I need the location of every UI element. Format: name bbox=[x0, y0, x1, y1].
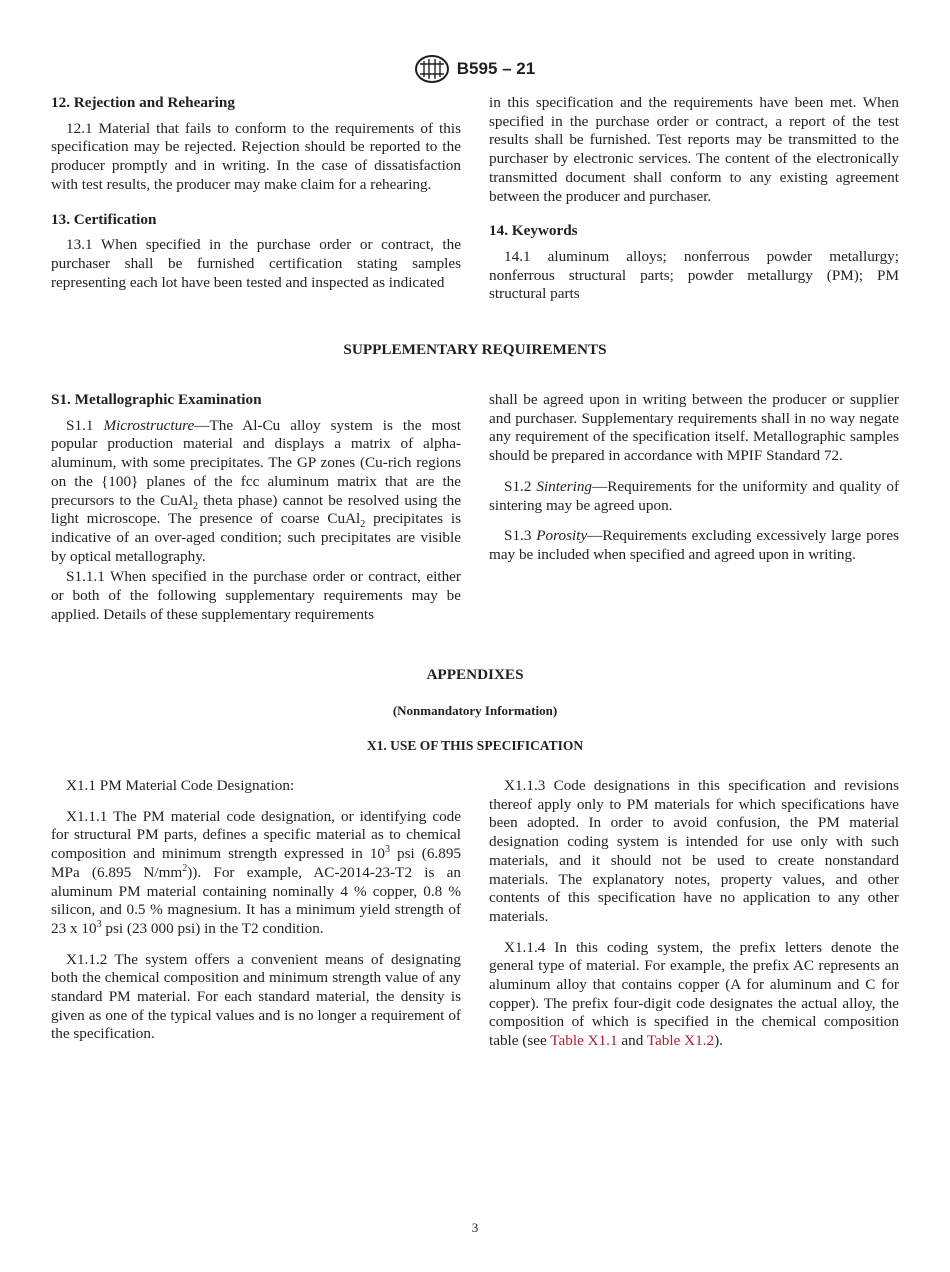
document-id: B595 – 21 bbox=[456, 59, 536, 78]
paragraph-s1-1-1-continued: shall be agreed upon in writing between the producer or supplier and purchaser. Supplementary requirements shall in no way negate any requirement of the specification itself. Metallographic samples should be prepared in accordance with MPIF Standard 72. bbox=[489, 391, 899, 465]
table-x1-2-link[interactable]: Table X1.2 bbox=[646, 1032, 715, 1050]
paragraph-x1-1-1: X1.1.1 The PM material code designation, or identifying code for structural PM parts, defines a specific material as to chemical composition and minimum strength expressed in $10^3$ psi (6.895 MPa (6.895 $N/mm^2$)). For example, AC-2014-23-T2 is an aluminum PM material containing nominally 4 % copper, 0.8 % silicon, and 0.5 % magnesium. It has a minimum yield strength of 23 x $10^3$ psi (23 000 psi) in the T2 condition. bbox=[51, 807, 462, 937]
section-12-title: 12. Rejection and Rehearing bbox=[51, 94, 235, 111]
page-header bbox=[0, 55, 950, 83]
x1-title: X1. USE OF THIS SPECIFICATION bbox=[366, 738, 584, 753]
paragraph-13-1-continued: in this specification and the requirements have been met. When specified in the purchase order or contract, a report of the test results shall be furnished. Test reports may be transmitted to the purchaser by electronic services. The content of the electronically transmitted document shall conform to any existing agreement between the producer and purchaser. bbox=[489, 94, 899, 205]
page-number: 3 bbox=[471, 1220, 479, 1235]
paragraph-s1-1-1: S1.1.1 When specified in the purchase order or contract, either or both of the following supplementary requirements may be applied. Details of these supplementary requirements bbox=[51, 568, 461, 623]
right-column-top bbox=[489, 94, 899, 316]
right-column-appendix bbox=[489, 777, 899, 1063]
paragraph-x1-1-4: X1.1.4 In this coding system, the prefix letters denote the general type of material. For example, the prefix AC represents an aluminum alloy that contains copper (A for aluminum and C for copper). The prefix four-digit code designates the actual alloy, the composition of which is specified in the chemical composition table (see Table X1.1 and Table X1.2). bbox=[489, 938, 899, 1050]
paragraph-x1-1: X1.1 PM Material Code Designation: bbox=[66, 777, 295, 794]
paragraph-s1-1: S1.1 Microstructure—The Al-Cu alloy system is the most popular production material and displays a matrix of alpha-aluminum, with some precipitates. The GP zones (Cu-rich regions on the {100} planes of the fcc aluminum matrix that are the precursors to the CuAl$_2$ theta phase) cannot be resolved using the light microscope. The presence of coarse CuAl$_2$ precipitates is indicative of an over-aged condition; such precipitates are visible by optical metallography. bbox=[51, 416, 461, 565]
paragraph-x1-1-3: X1.1.3 Code designations in this specification and revisions thereof apply only to PM materials for which specifications have been adopted. In order to avoid confusion, the PM material designation coding system is intended for use only with such materials, and it should not be used to create nonstandard materials. The explanatory notes, property values, and other contents of this specification have no application to any other materials. bbox=[489, 777, 899, 925]
left-column-top bbox=[51, 94, 461, 292]
appendixes-heading: APPENDIXES bbox=[426, 666, 524, 683]
nonmandatory-subheading: (Nonmandatory Information) bbox=[392, 703, 558, 718]
paragraph-s1-2: S1.2 Sintering—Requirements for the uniformity and quality of sintering may be agreed upon. bbox=[489, 477, 899, 514]
paragraph-13-1: 13.1 When specified in the purchase order or contract, the purchaser shall be furnished certification stating samples representing each lot have been tested and inspected as indicated bbox=[51, 236, 461, 291]
paragraph-x1-1-2: X1.1.2 The system offers a convenient means of designating both the chemical composition and minimum strength value of any standard PM material. For each standard material, the density is given as one of the typical values and is no longer a requirement of the specification. bbox=[51, 950, 461, 1043]
section-13-title: 13. Certification bbox=[51, 210, 157, 228]
astm-logo-icon bbox=[415, 55, 449, 83]
paragraph-12-1: 12.1 Material that fails to conform to the requirements of this specification may be rejected. Rejection should be reported to the producer promptly and in writing. In the case of dissatisfaction with test results, the producer may make claim for a rehearing. bbox=[51, 119, 461, 193]
s1-title: S1. Metallographic Examination bbox=[51, 391, 262, 408]
table-x1-1-link[interactable]: Table X1.1 bbox=[550, 1032, 618, 1050]
section-14-title: 14. Keywords bbox=[489, 222, 578, 240]
paragraph-s1-3: S1.3 Porosity—Requirements excluding excessively large pores may be included when specified and agreed upon in writing. bbox=[489, 527, 899, 563]
paragraph-14-1: 14.1 aluminum alloys; nonferrous powder metallurgy; nonferrous structural parts; powder metallurgy (PM); PM structural parts bbox=[489, 247, 899, 303]
left-column-supplementary bbox=[51, 391, 461, 624]
supplementary-heading: SUPPLEMENTARY REQUIREMENTS bbox=[343, 341, 607, 358]
left-column-appendix bbox=[51, 777, 461, 1056]
right-column-supplementary bbox=[489, 391, 899, 577]
